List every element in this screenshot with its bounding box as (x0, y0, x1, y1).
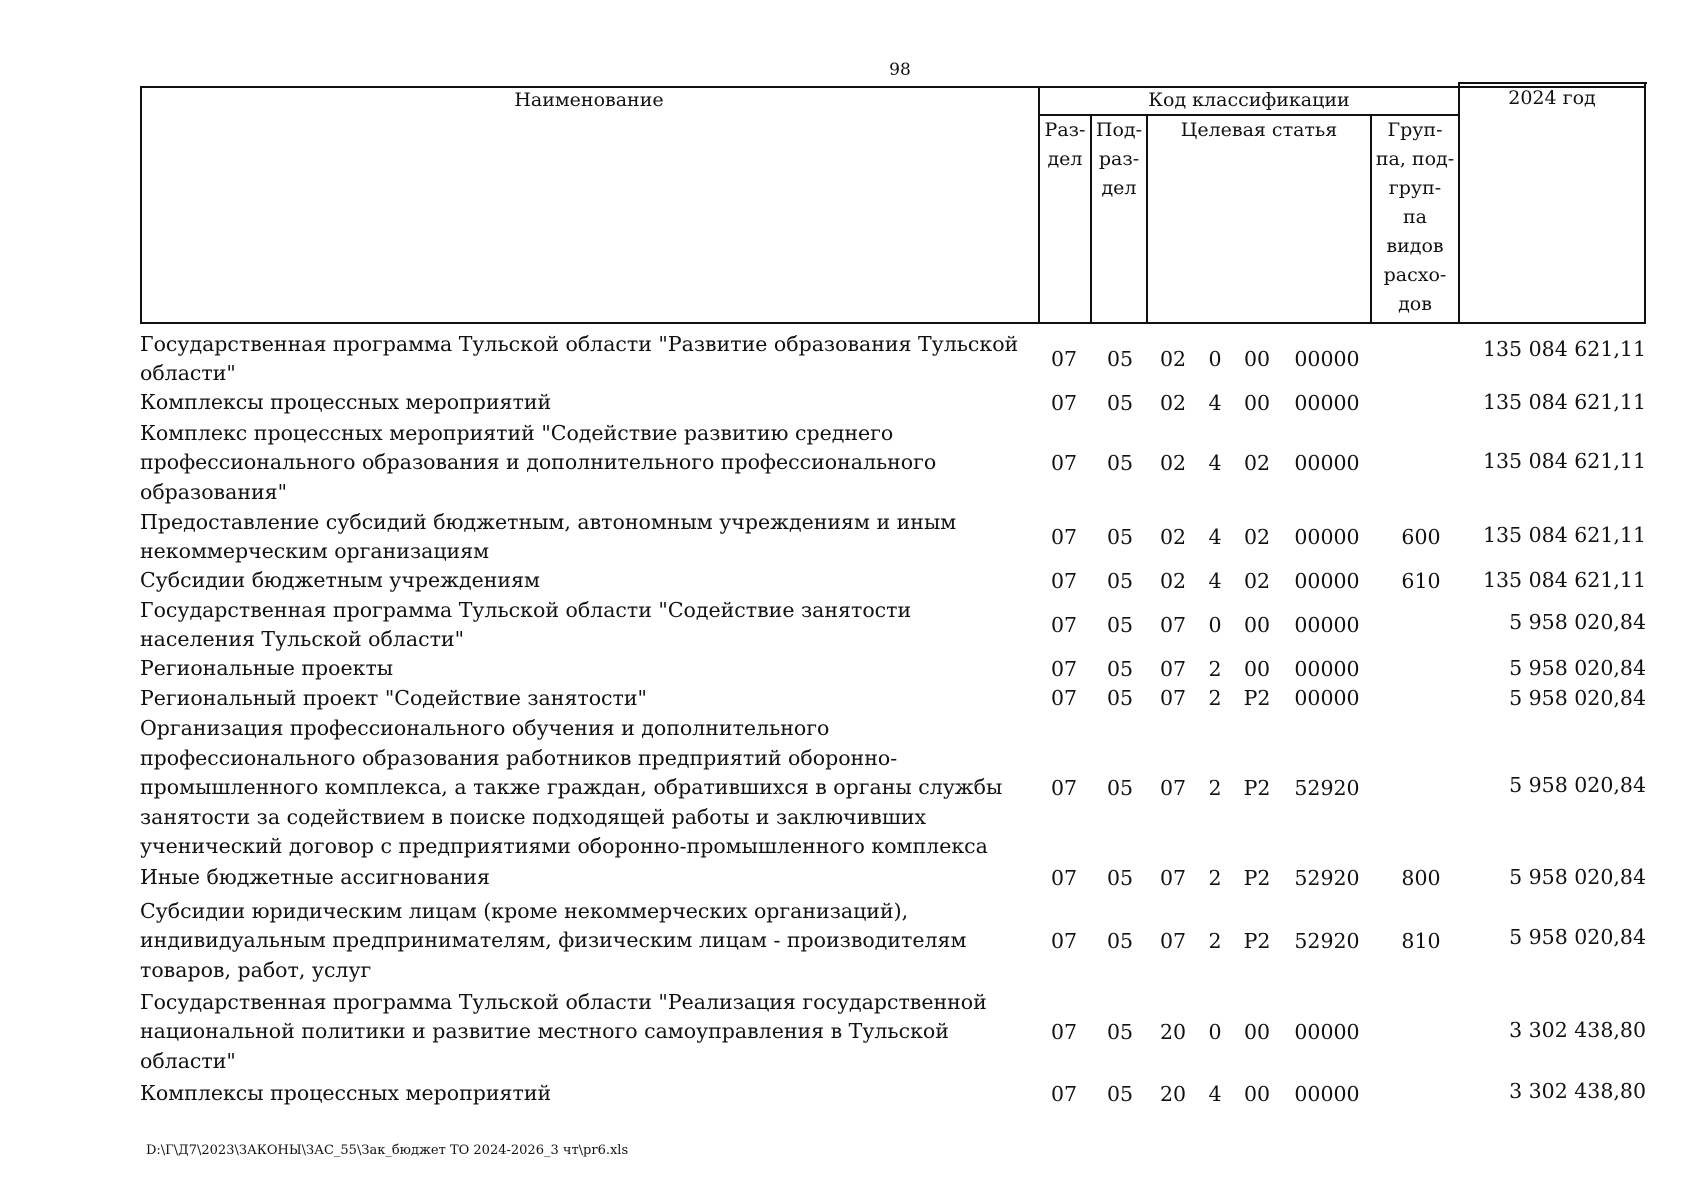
cell-amount: 5 958 020,84 (1509, 656, 1646, 680)
cell-podrazdel: 05 (1106, 390, 1134, 415)
cell-program: 02 (1159, 390, 1187, 415)
table-body (140, 330, 1646, 1113)
cell-type: 4 (1208, 450, 1222, 475)
table-row (140, 388, 1646, 418)
header-name: Наименование (514, 89, 664, 111)
table-row (140, 418, 1646, 508)
cell-podrazdel: 05 (1106, 612, 1134, 637)
cell-direction: 00000 (1294, 656, 1360, 681)
cell-amount: 5 958 020,84 (1509, 865, 1646, 889)
cell-subprogram: 02 (1243, 524, 1271, 549)
cell-group: 810 (1401, 928, 1441, 953)
row-name: Субсидии бюджетным учреждениям (140, 568, 540, 593)
cell-program: 02 (1159, 568, 1187, 593)
table-row (140, 508, 1646, 566)
cell-razdel: 07 (1050, 1019, 1078, 1044)
cell-razdel: 07 (1050, 775, 1078, 800)
cell-subprogram: 02 (1243, 568, 1271, 593)
cell-type: 4 (1208, 390, 1222, 415)
cell-program: 07 (1159, 656, 1187, 681)
cell-direction: 52920 (1294, 928, 1360, 953)
cell-type: 4 (1208, 568, 1222, 593)
cell-program: 02 (1159, 524, 1187, 549)
cell-podrazdel: 05 (1106, 1019, 1134, 1044)
row-name: Государственная программа Тульской области "Развитие образования Тульской области" (140, 331, 1019, 385)
cell-amount: 135 084 621,11 (1482, 390, 1646, 414)
table-row (140, 330, 1646, 388)
cell-program: 07 (1159, 865, 1187, 890)
cell-subprogram: 00 (1243, 1019, 1271, 1044)
cell-direction: 00000 (1294, 524, 1360, 549)
table-row (140, 1075, 1646, 1113)
cell-amount: 135 084 621,11 (1482, 337, 1646, 361)
cell-program: 07 (1159, 775, 1187, 800)
cell-direction: 00000 (1294, 612, 1360, 637)
row-name: Предоставление субсидий бюджетным, автономным учреждениям и иным некоммерческим организациям (140, 509, 957, 563)
cell-razdel: 07 (1050, 656, 1078, 681)
cell-group: 800 (1401, 865, 1441, 890)
cell-amount: 5 958 020,84 (1509, 773, 1646, 797)
row-name: Государственная программа Тульской области "Реализация государственной национальной политики и развитие местного самоуправления в Тульской области" (140, 989, 987, 1073)
cell-type: 0 (1208, 346, 1222, 371)
row-name: Комплекс процессных мероприятий "Содействие развитию среднего профессионального образования и дополнительного профессионального образования" (140, 420, 937, 504)
cell-amount: 5 958 020,84 (1509, 925, 1646, 949)
row-name: Комплексы процессных мероприятий (140, 1081, 552, 1106)
cell-direction: 52920 (1294, 865, 1360, 890)
cell-subprogram: 02 (1243, 450, 1271, 475)
cell-group: 610 (1401, 568, 1441, 593)
row-name: Государственная программа Тульской области "Содействие занятости населения Тульской области" (140, 597, 912, 651)
row-name: Иные бюджетные ассигнования (140, 865, 490, 890)
cell-podrazdel: 05 (1106, 928, 1134, 953)
cell-amount: 135 084 621,11 (1482, 523, 1646, 547)
cell-podrazdel: 05 (1106, 1081, 1134, 1106)
cell-type: 4 (1208, 1081, 1222, 1106)
page-number: 98 (889, 60, 911, 80)
cell-direction: 00000 (1294, 1081, 1360, 1106)
cell-podrazdel: 05 (1106, 656, 1134, 681)
cell-type: 2 (1208, 775, 1222, 800)
cell-podrazdel: 05 (1106, 450, 1134, 475)
footer-file-path: D:\Г\Д7\2023\ЗАКОНЫ\ЗАС_55\Зак_бюджет ТО 2024-2026_3 чт\pr6.xls (146, 1143, 629, 1158)
header-target-article: Целевая статья (1180, 119, 1338, 141)
cell-program: 02 (1159, 346, 1187, 371)
cell-amount: 3 302 438,80 (1509, 1018, 1646, 1042)
row-name: Субсидии юридическим лицам (кроме некоммерческих организаций), индивидуальным предпринимателям, физическим лицам - производителям товаров, работ, услуг (140, 898, 967, 982)
table-row (140, 684, 1646, 713)
cell-type: 2 (1208, 656, 1222, 681)
cell-type: 2 (1208, 865, 1222, 890)
cell-razdel: 07 (1050, 568, 1078, 593)
cell-group: 600 (1401, 524, 1441, 549)
cell-razdel: 07 (1050, 612, 1078, 637)
cell-amount: 3 302 438,80 (1509, 1079, 1646, 1103)
cell-amount: 5 958 020,84 (1509, 610, 1646, 634)
cell-subprogram: 00 (1243, 346, 1271, 371)
cell-subprogram: P2 (1243, 775, 1271, 800)
table-row (140, 893, 1646, 989)
cell-type: 4 (1208, 524, 1222, 549)
cell-program: 20 (1159, 1019, 1187, 1044)
cell-program: 07 (1159, 928, 1187, 953)
table-header (140, 82, 1646, 327)
header-group: Груп- па, под- груп- па видов расхо- дов (1375, 119, 1455, 315)
table-row (140, 989, 1646, 1075)
row-name: Организация профессионального обучения и дополнительного профессионального образования работников предприятий оборонно-промышленного комплекса, а также граждан, обратившихся в органы службы занятости за содействием в поиске подходящей работы и заключивших ученический договор с предприятиями оборонно-промышленного комплекса (140, 716, 1003, 859)
cell-razdel: 07 (1050, 865, 1078, 890)
cell-subprogram: 00 (1243, 1081, 1271, 1106)
cell-direction: 00000 (1294, 390, 1360, 415)
cell-program: 07 (1159, 612, 1187, 637)
header-podrazdel: Под- раз- дел (1095, 119, 1143, 199)
header-code-classification: Код классификации (1148, 89, 1350, 111)
cell-amount: 5 958 020,84 (1509, 686, 1646, 710)
table-row (140, 863, 1646, 893)
cell-razdel: 07 (1050, 390, 1078, 415)
cell-subprogram: P2 (1243, 686, 1271, 710)
cell-amount: 135 084 621,11 (1482, 568, 1646, 592)
cell-direction: 52920 (1294, 775, 1360, 800)
cell-type: 0 (1208, 1019, 1222, 1044)
cell-podrazdel: 05 (1106, 568, 1134, 593)
table-row (140, 713, 1646, 863)
cell-podrazdel: 05 (1106, 775, 1134, 800)
cell-subprogram: P2 (1243, 865, 1271, 890)
cell-razdel: 07 (1050, 524, 1078, 549)
cell-program: 20 (1159, 1081, 1187, 1106)
cell-subprogram: 00 (1243, 390, 1271, 415)
cell-direction: 00000 (1294, 686, 1360, 710)
cell-subprogram: P2 (1243, 928, 1271, 953)
cell-podrazdel: 05 (1106, 346, 1134, 371)
cell-razdel: 07 (1050, 346, 1078, 371)
cell-podrazdel: 05 (1106, 686, 1134, 710)
cell-direction: 00000 (1294, 346, 1360, 371)
cell-amount: 135 084 621,11 (1482, 449, 1646, 473)
cell-direction: 00000 (1294, 1019, 1360, 1044)
cell-type: 2 (1208, 686, 1222, 710)
table-row (140, 566, 1646, 596)
row-name: Региональный проект "Содействие занятости" (140, 685, 647, 710)
cell-razdel: 07 (1050, 450, 1078, 475)
table-row (140, 596, 1646, 654)
cell-direction: 00000 (1294, 450, 1360, 475)
cell-podrazdel: 05 (1106, 524, 1134, 549)
header-year: 2024 год (1508, 87, 1596, 109)
cell-program: 07 (1159, 686, 1187, 710)
cell-type: 2 (1208, 928, 1222, 953)
cell-podrazdel: 05 (1106, 865, 1134, 890)
row-name: Комплексы процессных мероприятий (140, 390, 552, 415)
table-row (140, 654, 1646, 684)
cell-subprogram: 00 (1243, 656, 1271, 681)
cell-program: 02 (1159, 450, 1187, 475)
header-razdel: Раз- дел (1044, 119, 1086, 170)
cell-subprogram: 00 (1243, 612, 1271, 637)
cell-razdel: 07 (1050, 928, 1078, 953)
cell-razdel: 07 (1050, 1081, 1078, 1106)
cell-razdel: 07 (1050, 686, 1078, 710)
cell-type: 0 (1208, 612, 1222, 637)
cell-direction: 00000 (1294, 568, 1360, 593)
row-name: Региональные проекты (140, 656, 394, 681)
